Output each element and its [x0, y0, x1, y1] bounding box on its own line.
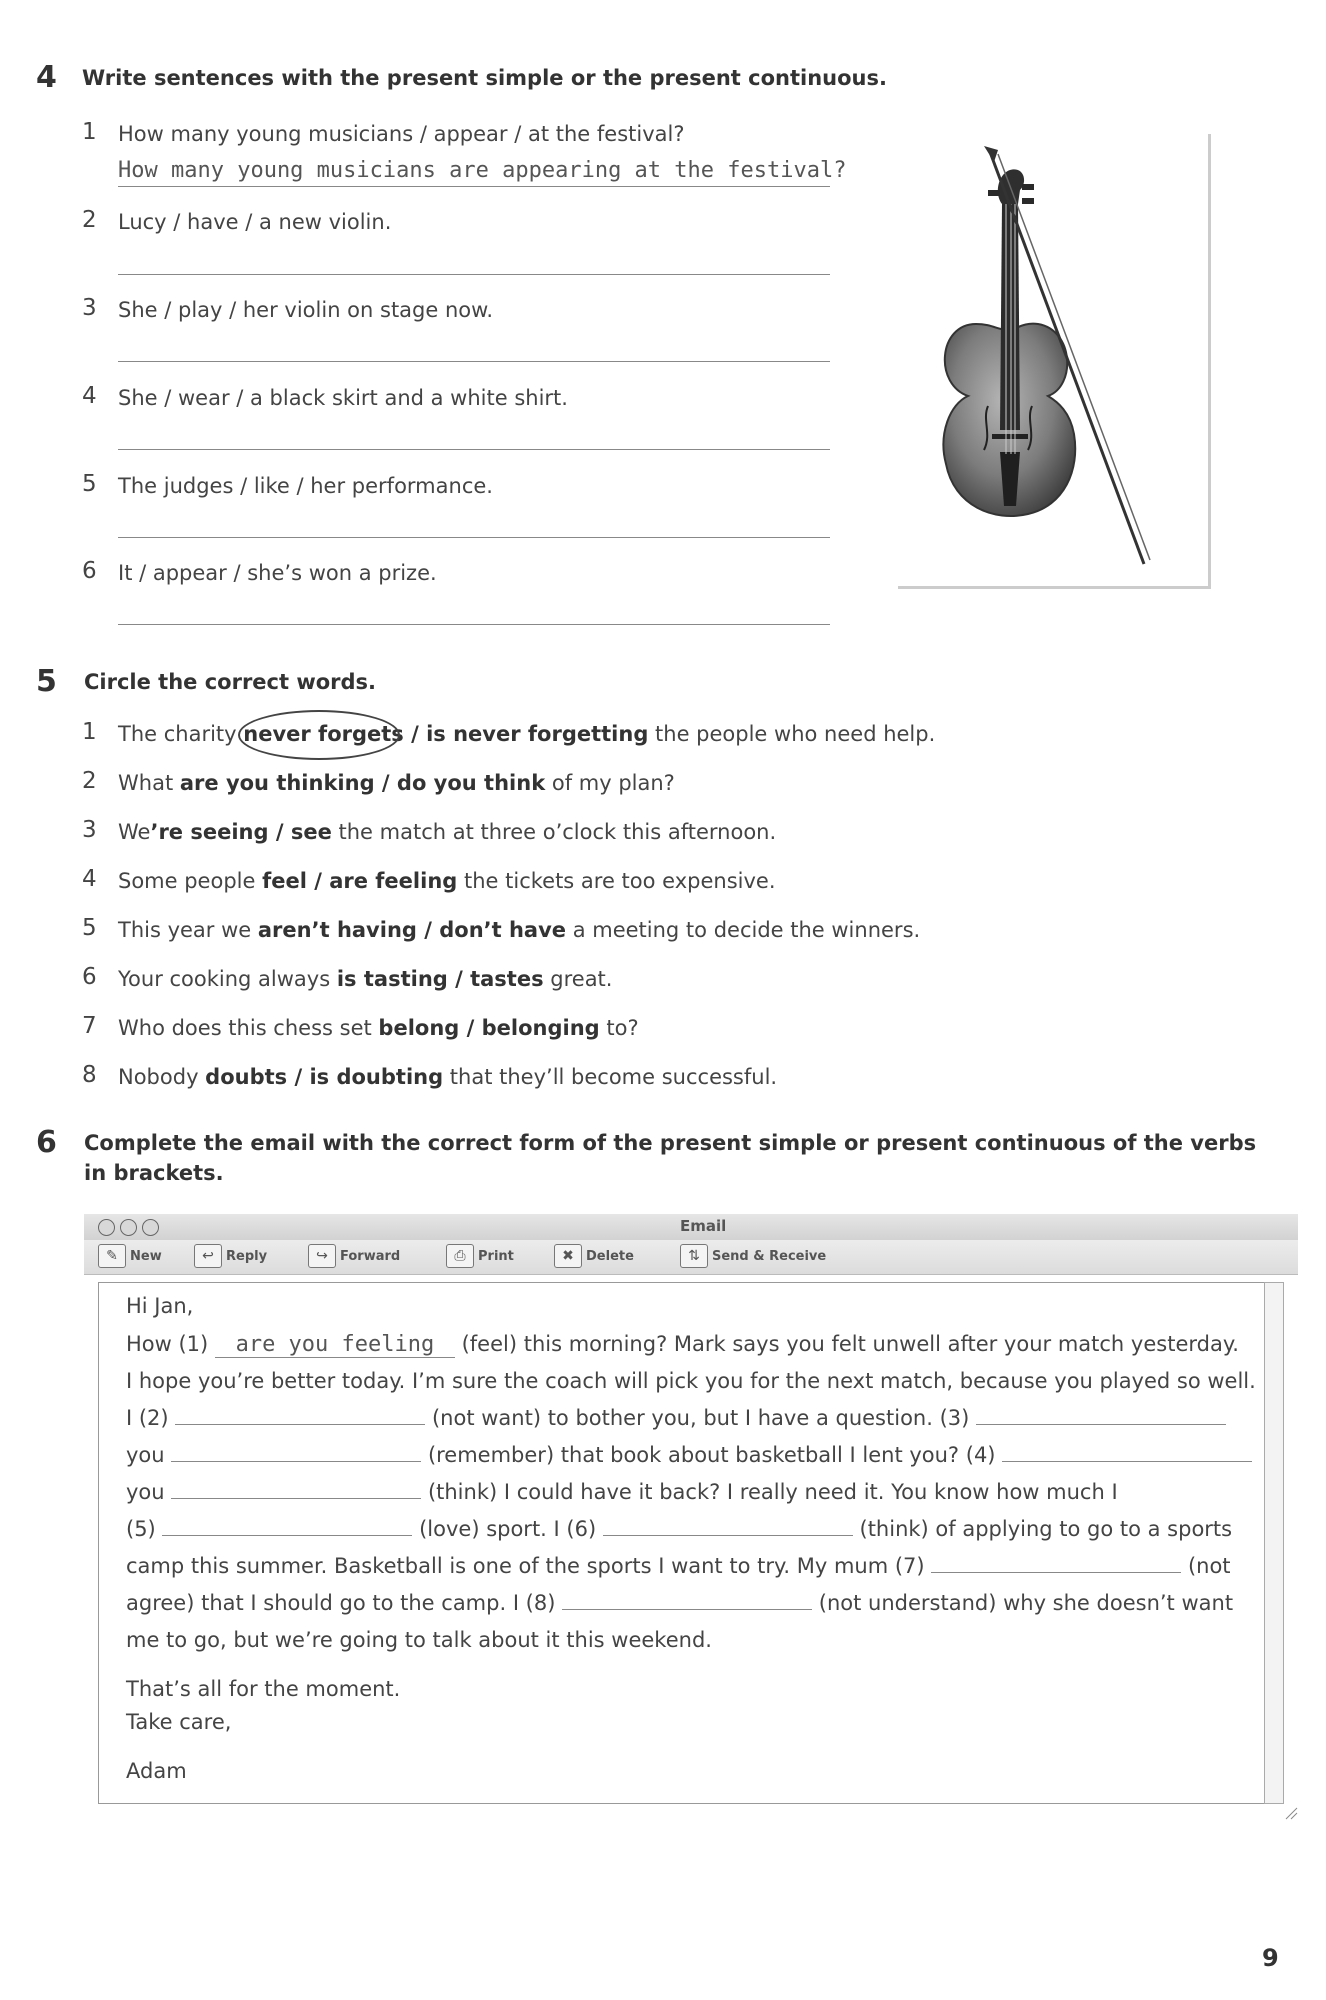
ex5-option-1[interactable]: never forgets: [243, 722, 404, 746]
email-line-3: [126, 1406, 1226, 1430]
ex5-sentence-start: Some people: [118, 869, 263, 893]
minimize-window-button[interactable]: [120, 1219, 137, 1236]
email-greeting: Hi Jan,: [126, 1294, 194, 1318]
ex5-item-number: 6: [82, 964, 97, 990]
new-label: New: [130, 1248, 162, 1264]
ex5-sentence-end: the people who need help.: [648, 722, 936, 746]
resize-grip-icon[interactable]: [1284, 1806, 1298, 1820]
ex5-item-number: 4: [82, 866, 97, 892]
reply-icon: ↩: [194, 1244, 222, 1268]
email-blank-8[interactable]: [562, 1593, 812, 1610]
ex4-item-prompt: Lucy / have / a new violin.: [118, 210, 392, 234]
ex4-item-number: 6: [82, 558, 97, 584]
ex5-item-number: 8: [82, 1062, 97, 1088]
forward-icon: ↪: [308, 1244, 336, 1268]
ex4-item-number: 3: [82, 295, 97, 321]
ex5-option-2[interactable]: tastes: [470, 967, 544, 991]
ex5-sentence-start: Nobody: [118, 1065, 206, 1089]
ex5-sentence-start: This year we: [118, 918, 258, 942]
email-text: (not: [1181, 1554, 1231, 1578]
ex4-answer-line[interactable]: [118, 537, 830, 538]
violin-image: [898, 134, 1211, 589]
delete-button[interactable]: [554, 1244, 634, 1268]
email-signature: Adam: [126, 1759, 187, 1783]
zoom-window-button[interactable]: [142, 1219, 159, 1236]
ex5-sentence-end: the match at three o’clock this afternoon.: [331, 820, 777, 844]
exercise-6-instruction-line1: Complete the email with the correct form of the present simple or present continuous of the verbs: [84, 1131, 1257, 1155]
email-text: (not understand) why she doesn’t want: [812, 1591, 1234, 1615]
ex5-sentence-start: The charity: [118, 722, 244, 746]
ex5-option-1[interactable]: aren’t having: [257, 918, 417, 942]
trash-icon: ✖: [554, 1244, 582, 1268]
ex4-answer-line[interactable]: [118, 274, 830, 275]
email-blank-4[interactable]: [1002, 1445, 1252, 1462]
new-button[interactable]: [98, 1244, 162, 1268]
ex5-item-number: 2: [82, 768, 97, 794]
ex4-item-prompt: She / play / her violin on stage now.: [118, 298, 494, 322]
ex4-answer-line[interactable]: [118, 624, 830, 625]
exercise-6-number: 6: [36, 1125, 57, 1160]
ex5-option-1[interactable]: is tasting: [336, 967, 448, 991]
email-toolbar: [84, 1240, 1298, 1275]
exercise-5-instruction: Circle the correct words.: [84, 670, 377, 694]
reply-button[interactable]: [194, 1244, 267, 1268]
exercise-5-number: 5: [36, 664, 57, 699]
email-text: (remember) that book about basketball I lent you? (4): [421, 1443, 1003, 1467]
print-button[interactable]: [446, 1244, 514, 1268]
printer-icon: ⎙: [446, 1244, 474, 1268]
email-line-1: [126, 1332, 1239, 1358]
ex5-item-number: 3: [82, 817, 97, 843]
email-window-title: Email: [680, 1217, 727, 1235]
email-blank-2[interactable]: [175, 1408, 425, 1425]
ex5-option-separator: /: [374, 771, 397, 795]
email-blank-5[interactable]: [162, 1519, 412, 1536]
email-text: you: [126, 1443, 172, 1467]
ex5-sentence-end: to?: [599, 1016, 639, 1040]
email-blank-4-cont[interactable]: [171, 1482, 421, 1499]
email-line-7: [126, 1554, 1231, 1578]
email-line-6: [126, 1517, 1232, 1541]
ex5-sentence-start: Who does this chess set: [118, 1016, 379, 1040]
print-label: Print: [478, 1248, 514, 1264]
close-window-button[interactable]: [98, 1219, 115, 1236]
email-blank-3-cont[interactable]: [171, 1445, 421, 1462]
ex5-item-sentence: [118, 869, 776, 893]
ex5-option-1[interactable]: are you thinking: [179, 771, 375, 795]
ex5-option-2[interactable]: is never forgetting: [426, 722, 649, 746]
email-text: I (2): [126, 1406, 176, 1430]
ex5-item-sentence: [118, 820, 776, 844]
ex5-option-separator: /: [459, 1016, 482, 1040]
violin-icon: [898, 134, 1208, 586]
email-text: (feel) this morning? Mark says you felt unwell after your match yesterday.: [454, 1332, 1239, 1356]
email-titlebar: [84, 1214, 1298, 1241]
ex5-option-1[interactable]: doubts: [205, 1065, 288, 1089]
ex5-sentence-start: We: [118, 820, 151, 844]
email-blank-6[interactable]: [603, 1519, 853, 1536]
ex5-option-2[interactable]: belonging: [481, 1016, 600, 1040]
exercise-4-number: 4: [36, 60, 57, 95]
email-body[interactable]: [98, 1282, 1280, 1804]
email-answer-1[interactable]: are you feeling: [215, 1332, 455, 1358]
email-text: you: [126, 1480, 172, 1504]
ex5-item-number: 1: [82, 719, 97, 745]
ex5-option-1[interactable]: feel: [262, 869, 307, 893]
email-blank-3[interactable]: [976, 1408, 1226, 1425]
ex5-item-sentence: [118, 1065, 777, 1089]
page-number: 9: [1262, 1944, 1279, 1972]
email-line-4: [126, 1443, 1252, 1467]
ex5-sentence-end: that they’ll become successful.: [443, 1065, 778, 1089]
ex4-item-number: 2: [82, 207, 97, 233]
ex5-item-sentence: [118, 1016, 639, 1040]
ex5-option-separator: /: [447, 967, 471, 991]
ex4-item-prompt: She / wear / a black skirt and a white shirt.: [118, 386, 568, 410]
ex5-option-2[interactable]: are feeling: [329, 869, 458, 893]
exercise-6-instruction-line2: in brackets.: [84, 1161, 224, 1185]
ex5-option-separator: /: [416, 918, 440, 942]
email-text: (think) of applying to go to a sports: [852, 1517, 1233, 1541]
email-line-5: [126, 1480, 1118, 1504]
exercise-4-instruction: Write sentences with the present simple or the present continuous.: [82, 66, 887, 90]
ex5-sentence-end: the tickets are too expensive.: [457, 869, 776, 893]
email-text: (think) I could have it back? I really need it. You know how much I: [421, 1480, 1118, 1504]
ex4-item-answer[interactable]: How many young musicians are appearing at the festival?: [118, 158, 847, 183]
email-text: (not want) to bother you, but I have a question. (3): [425, 1406, 976, 1430]
send-receive-button[interactable]: [680, 1244, 826, 1268]
reply-label: Reply: [226, 1248, 268, 1264]
ex5-item-number: 5: [82, 915, 97, 941]
email-text: agree) that I should go to the camp. I (8): [126, 1591, 563, 1615]
ex4-item-prompt: How many young musicians / appear / at the festival?: [118, 122, 685, 146]
ex5-option-2[interactable]: don’t have: [439, 918, 567, 942]
email-text: camp this summer. Basketball is one of the sports I want to try. My mum (7): [126, 1554, 932, 1578]
ex4-item-number: 4: [82, 383, 97, 409]
ex5-option-2[interactable]: is doubting: [309, 1065, 444, 1089]
email-line-8: [126, 1591, 1233, 1615]
ex4-item-prompt: It / appear / she’s won a prize.: [118, 561, 437, 585]
ex5-option-separator: /: [403, 722, 427, 746]
ex4-answer-line[interactable]: [118, 361, 830, 362]
ex5-option-1[interactable]: belong: [378, 1016, 460, 1040]
ex5-item-sentence: [118, 918, 920, 942]
ex5-option-1[interactable]: ’re seeing: [150, 820, 269, 844]
delete-label: Delete: [586, 1248, 634, 1264]
ex5-sentence-end: great.: [543, 967, 613, 991]
ex4-answer-line[interactable]: [118, 449, 830, 450]
ex4-item-number: 1: [82, 119, 97, 145]
send-receive-icon: ⇅: [680, 1244, 708, 1268]
ex5-sentence-end: a meeting to decide the winners.: [566, 918, 921, 942]
email-blank-7[interactable]: [931, 1556, 1181, 1573]
ex5-option-separator: /: [268, 820, 291, 844]
answer-circle: [238, 710, 400, 760]
ex5-option-separator: /: [287, 1065, 310, 1089]
ex5-sentence-start: Your cooking always: [118, 967, 337, 991]
email-text: (5): [126, 1517, 163, 1541]
email-scrollbar[interactable]: [1264, 1282, 1284, 1804]
email-line-2: I hope you’re better today. I’m sure the coach will pick you for the next match, because you played so well.: [126, 1369, 1256, 1393]
ex5-option-2[interactable]: do you think: [396, 771, 546, 795]
new-message-icon: ✎: [98, 1244, 126, 1268]
ex5-item-number: 7: [82, 1013, 97, 1039]
email-sign-off: Take care,: [126, 1710, 232, 1734]
email-closing: That’s all for the moment.: [126, 1677, 401, 1701]
ex5-item-sentence: [118, 967, 612, 991]
ex5-option-2[interactable]: see: [290, 820, 332, 844]
email-text: (love) sport. I (6): [412, 1517, 603, 1541]
ex5-sentence-start: What: [118, 771, 180, 795]
ex5-sentence-end: of my plan?: [545, 771, 675, 795]
ex4-answer-line: [118, 186, 830, 187]
forward-button[interactable]: [308, 1244, 400, 1268]
ex5-option-separator: /: [306, 869, 330, 893]
ex4-item-prompt: The judges / like / her performance.: [118, 474, 493, 498]
send-receive-label: Send & Receive: [712, 1248, 827, 1264]
email-line-9: me to go, but we’re going to talk about it this weekend.: [126, 1628, 712, 1652]
forward-label: Forward: [340, 1248, 401, 1264]
email-text: How (1): [126, 1332, 215, 1356]
ex5-item-sentence: [118, 771, 675, 795]
ex4-item-number: 5: [82, 471, 97, 497]
